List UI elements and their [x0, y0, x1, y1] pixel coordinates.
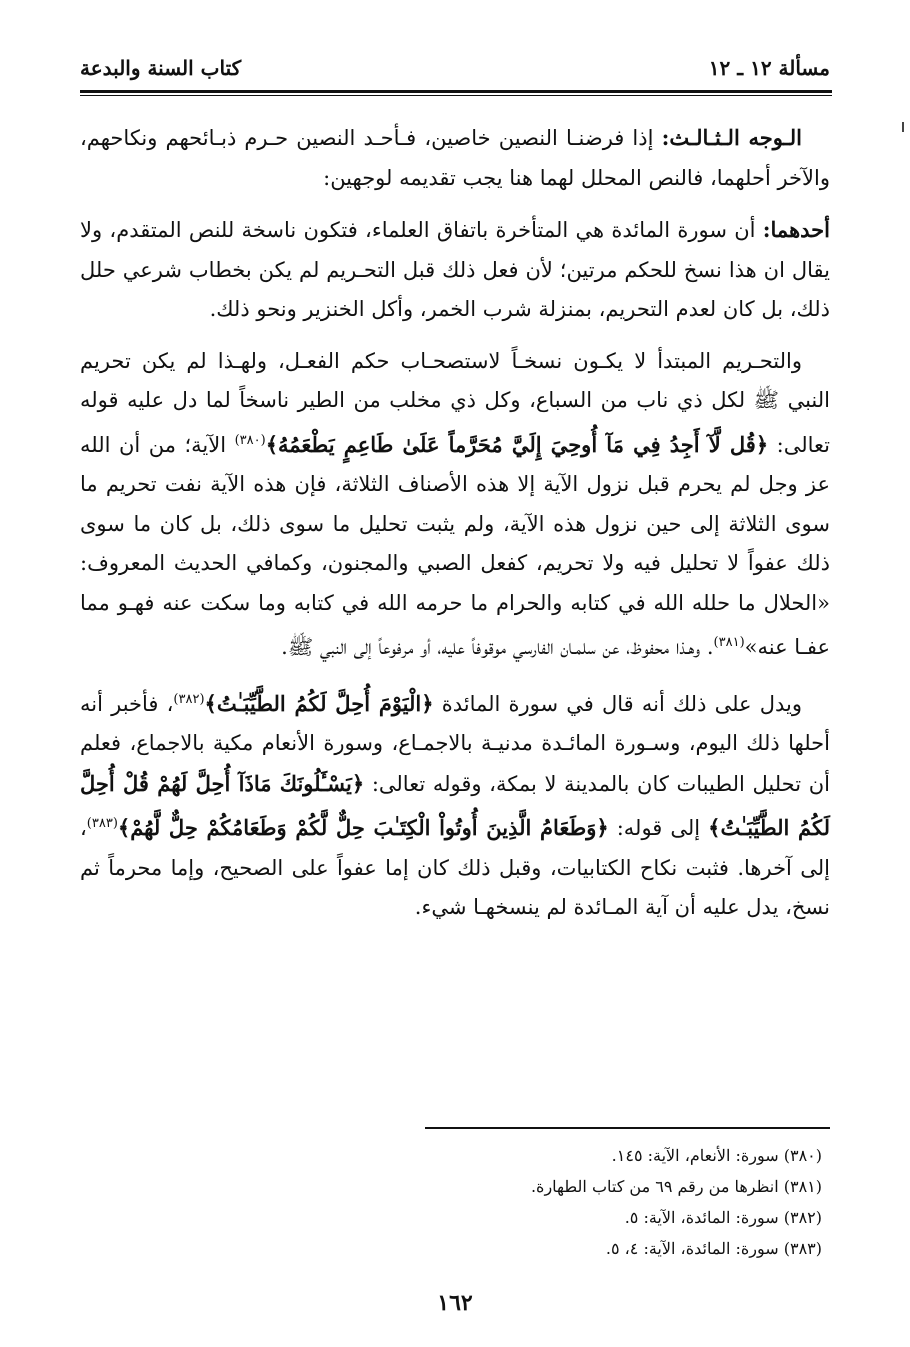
footnote-382: (٣٨٢) سورة: المائدة، الآية: ٥. — [624, 1208, 822, 1227]
paragraph-evidence — [80, 680, 830, 928]
paragraph-text: الآية؛ من أن الله عز وجل لم يحرم قبل نزول الآية إلا هذه الأصناف الثلاثة، فإن هذه الآية نفت تحريم ما سوى الثلاثة إلى حين نزول هذه الآية، ولم يثبت تحليل ما سوى ذلك، بل كان ما سوى ذلك عفواً لا تحليل فيه ولا تحريم، كفعل الصبي والمجنون، وكمافي الحديث المعروف: «الحلال ما حلله الله في كتابه والحرام ما حرمه الله في كتابه وما سكت عنه فهـو مما عفـا عنه» — [80, 432, 830, 659]
footnotes — [80, 1140, 822, 1264]
paragraph-lead: الـوجه الـثـالـث: — [661, 125, 802, 150]
page-number: ١٦٢ — [437, 1290, 473, 1316]
main-text — [80, 118, 830, 940]
issue-label: مسألة ١٢ ـ ١٢ — [708, 56, 830, 80]
header-rule-thin — [80, 95, 832, 96]
footnote-383: (٣٨٣) سورة: المائدة، الآية: ٤، ٥. — [605, 1239, 822, 1258]
page-header — [80, 52, 830, 88]
paragraph-text: ويدل على ذلك أنه قال في سورة المائدة — [433, 691, 803, 716]
book-title: كتاب السنة والبدعة — [80, 56, 242, 80]
quran-verse: ﴿الْيَوْمَ أُحِلَّ لَكُمُ الطَّيِّبَـٰتُ﴾ — [204, 690, 434, 716]
paragraph-text: والتحـريم المبتدأ لا يكـون نسخـاً لاستصحـاب حكم الفعـل، ولهـذا لم يكن تحريم النبي ﷺ لكل ذي ناب من السباع، وكل ذي مخلب من الطير ناسخاً لما دل عليه قوله تعالى: — [80, 348, 831, 457]
footnote-ref: (٣٨٠) — [234, 432, 266, 448]
paragraph-third-aspect — [80, 118, 830, 198]
paragraph-lead: أحدهما: — [762, 217, 830, 242]
paragraph-first-reason — [80, 210, 830, 330]
footnote-ref: (٣٨٣) — [86, 816, 118, 831]
footnote-ref: (٣٨١) — [713, 635, 745, 650]
paragraph-text: إذا فرضنـا النصين خاصين، فـأحـد النصين حـرم ذبـائحهم ونكاحهم، والآخر أحلهما، فالنص المحلل لهما هنا يجب تقديمه لوجهين: — [80, 126, 830, 190]
quran-verse: ﴿وَطَعَامُ الَّذِينَ أُوتُواْ الْكِتَـٰبَ حِلٌّ لَّكُمْ وَطَعَامُكُمْ حِلٌّ لَّهُمْ﴾ — [117, 815, 609, 840]
margin-mark — [902, 122, 908, 132]
footnote-380: (٣٨٠) سورة: الأنعام، الآية: ١٤٥. — [611, 1146, 822, 1165]
paragraph-text: . وهـذا محفوظ، عن سلمـان الفارسي موقوفاً عليه، أو مرفوعاً إلى النبي ﷺ. — [281, 635, 714, 659]
header-rule-thick — [80, 90, 832, 93]
footnote-381: (٣٨١) انظرها من رقم ٦٩ من كتاب الطهارة. — [530, 1177, 822, 1196]
paragraph-initial-prohibition — [80, 342, 830, 668]
footnote-separator — [425, 1127, 830, 1129]
paragraph-text: إلى قوله: — [608, 816, 709, 840]
paragraph-text: أن سورة المائدة هي المتأخرة باتفاق العلماء، فتكون ناسخة للنص المتقدم، ولا يقال ان هذا نسخ للحكم مرتين؛ لأن فعل ذلك قبل التحـريم لم يكن بخطاب شرعي حلل ذلك، بل كان لعدم التحريم، بمنزلة شرب الخمر، وأكل الخنزير ونحو ذلك. — [80, 218, 830, 321]
paragraph-text: ، فأخبر أنه أحلها ذلك اليوم، وسـورة المائـدة مدنيـة بالاجمـاع، وسورة الأنعام مكية بالاجماع، فعلم أن تحليل الطيبات كان بالمدينة لا بمكة، وقوله تعالى: — [80, 691, 830, 796]
footnote-ref: (٣٨٢) — [173, 691, 205, 707]
paragraph-text: ، إلى آخرها. فثبت نكاح الكتابيات، وقبل ذلك كان إما عفواً على الصحيح، وإما محرماً ثم نسخ، يدل عليه أن آية المـائدة لم ينسخهـا شيء. — [80, 816, 830, 919]
quran-verse: ﴿قُل لَّآ أَجِدُ فِي مَآ أُوحِيَ إِلَيَّ مُحَرَّماً عَلَىٰ طَاعِمٍ يَطْعَمُهُ﴾ — [265, 431, 769, 457]
quran-verse: ﴿يَسْـَٔلُونَكَ مَاذَآ أُحِلَّ لَهُمْ قُلْ أُحِلَّ لَكُمُ الطَّيِّبَـٰتُ﴾ — [80, 770, 830, 840]
